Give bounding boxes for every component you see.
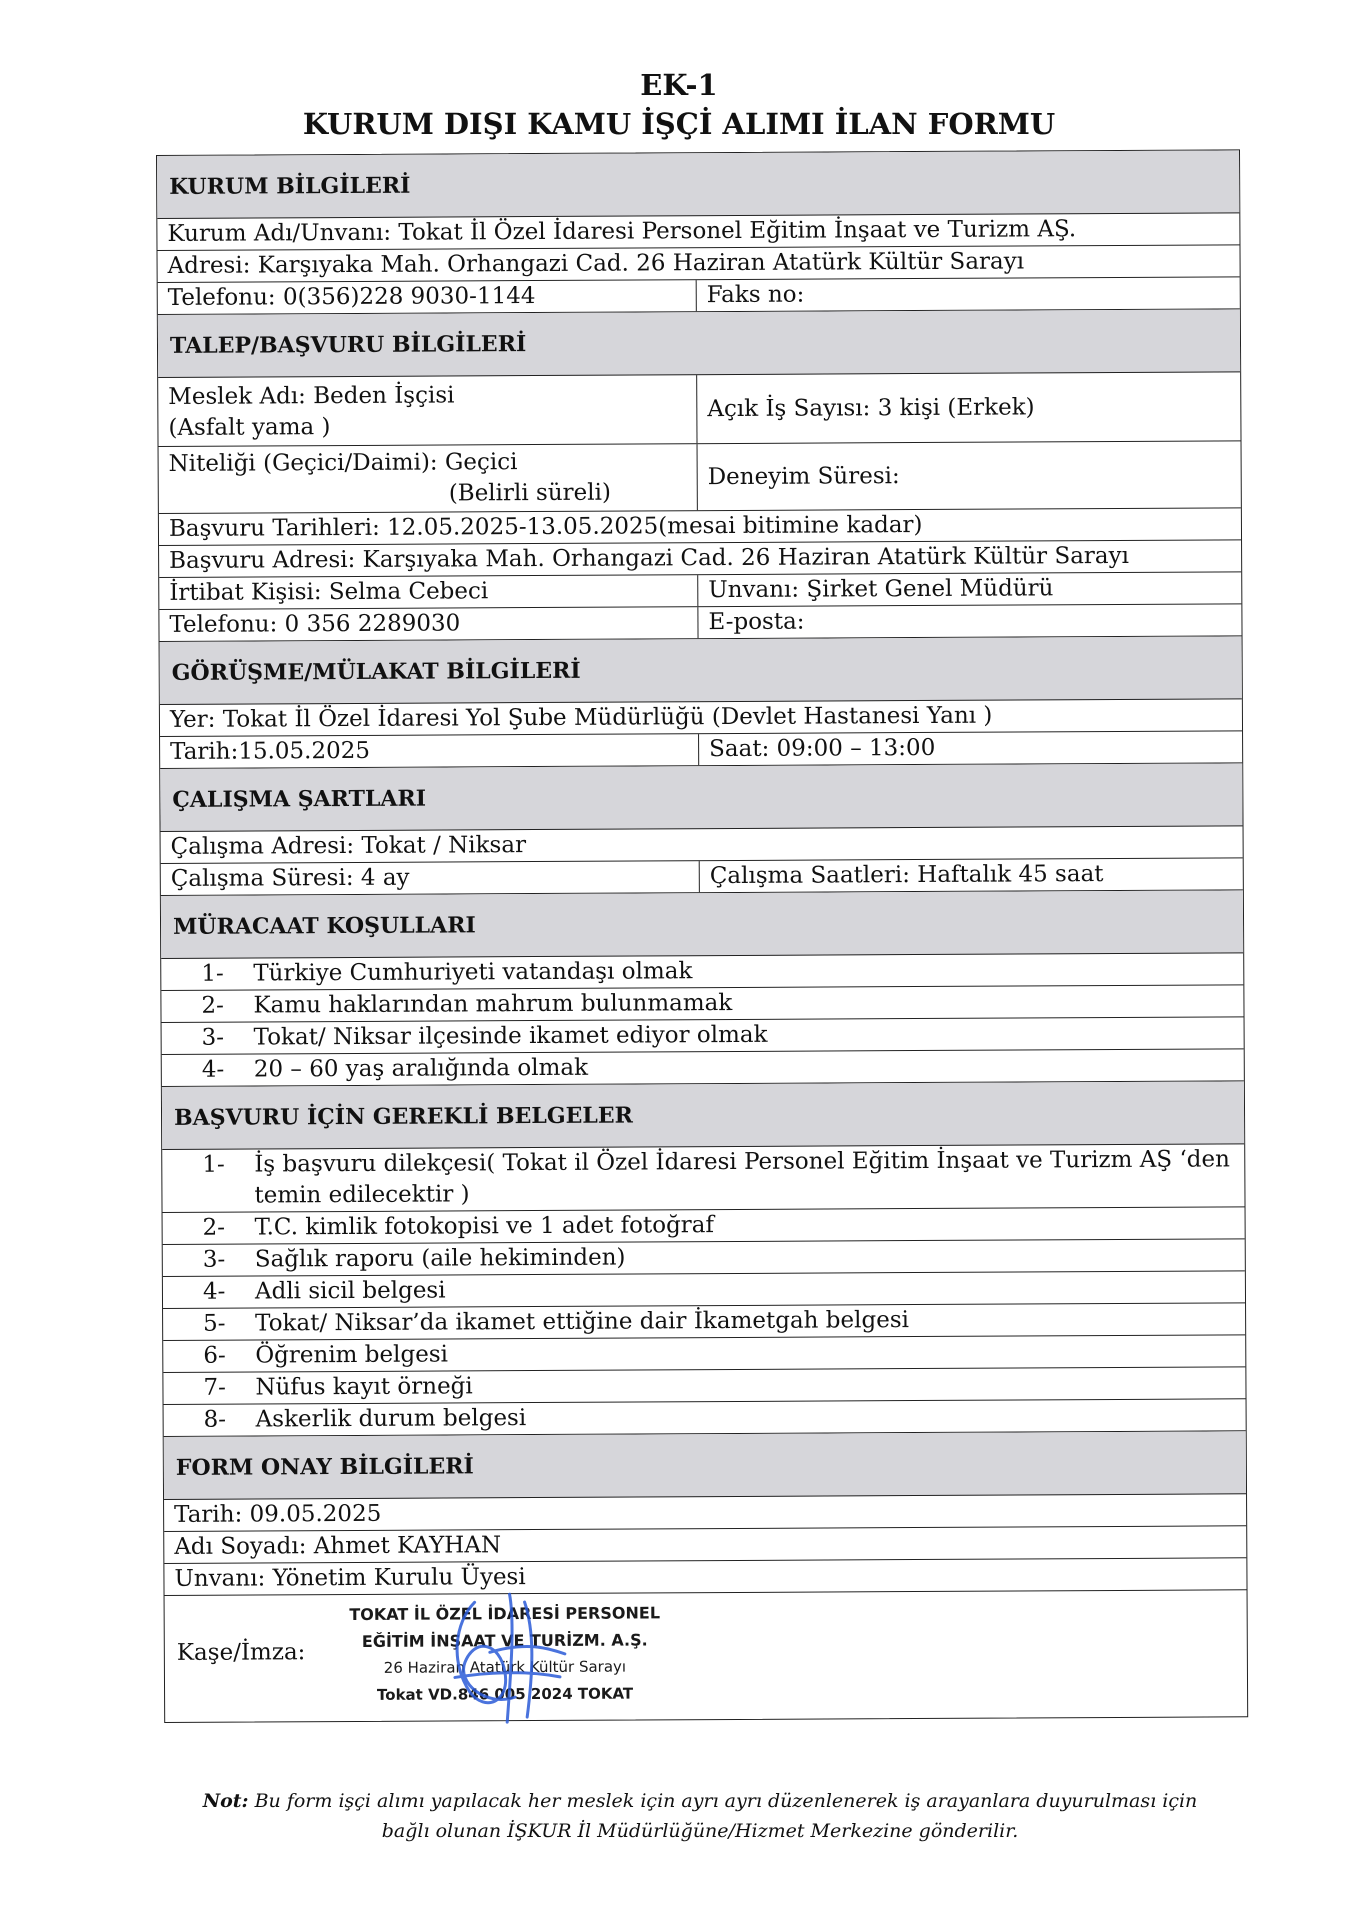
talep-eposta: E-posta: — [708, 608, 805, 636]
kurum-adres: Adresi: Karşıyaka Mah. Orhangazi Cad. 26 Haziran Atatürk Kültür Sarayı — [167, 248, 1025, 279]
kurum-faks: Faks no: — [706, 281, 805, 309]
item-text: 20 – 60 yaş aralığında olmak — [253, 1054, 589, 1083]
item-number: 4- — [201, 1056, 225, 1083]
item-text: Sağlık raporu (aile hekiminden) — [254, 1244, 626, 1273]
basvuru-tarihleri: Başvuru Tarihleri: 12.05.2025-13.05.2025(mesai bitimine kadar) — [168, 511, 923, 542]
item-number: 4- — [202, 1278, 226, 1305]
section-belgeler-title: BAŞVURU İÇİN GEREKLİ BELGELER — [162, 1081, 1244, 1150]
irtibat-kisisi: İrtibat Kişisi: Selma Cebeci — [159, 575, 698, 609]
section-calisma-title: ÇALIŞMA ŞARTLARI — [160, 763, 1242, 832]
nitelik-cell — [159, 444, 698, 513]
basvuru-adresi: Başvuru Adresi: Karşıyaka Mah. Orhangazi Cad. 26 Haziran Atatürk Kültür Sarayı — [169, 542, 1130, 574]
gorusme-tarih: Tarih:15.05.2025 — [160, 734, 699, 768]
meslek-adi: Meslek Adı: Beden İşçisi — [168, 382, 455, 410]
onay-tarih: Tarih: 09.05.2025 — [174, 1500, 382, 1528]
calisma-suresi: Çalışma Süresi: 4 ay — [161, 861, 700, 895]
gorusme-saat: Saat: 09:00 – 13:00 — [709, 734, 936, 763]
item-text: Nüfus kayıt örneği — [255, 1373, 473, 1401]
meslek-cell — [158, 375, 697, 446]
item-number: 3- — [202, 1246, 226, 1273]
item-text: Öğrenim belgesi — [255, 1341, 449, 1369]
item-number: 8- — [203, 1406, 227, 1433]
talep-telefon: Telefonu: 0 356 2289030 — [159, 607, 698, 641]
section-kurum-title: KURUM BİLGİLERİ — [157, 150, 1239, 219]
gorusme-yer: Yer: Tokat İl Özel İdaresi Yol Şube Müdürlüğü (Devlet Hastanesi Yanı ) — [169, 702, 993, 733]
section-muracaat-title: MÜRACAAT KOŞULLARI — [161, 890, 1243, 959]
item-number: 5- — [203, 1310, 226, 1337]
item-text: Tokat/ Niksar’da ikamet ettiğine dair İkametgah belgesi — [255, 1307, 910, 1337]
stamp-signature-area — [165, 1590, 1248, 1722]
item-text: İş başvuru dilekçesi( Tokat il Özel İdaresi Personel Eğitim İnşaat ve Turizm AŞ ‘den temin edilecektir ) — [254, 1146, 1230, 1209]
stamp-line: EĞİTİM İNŞAAT VE TURİZM. A.Ş. — [361, 1630, 648, 1651]
note-text: Bu form işçi alımı yapılacak her meslek için ayrı ayrı düzenlenerek iş arayanlara duyurulması için bağlı olunan İŞKUR İl Müdürlüğüne/Hizmet Merkezine gönderilir. — [254, 1790, 1198, 1842]
list-item — [162, 1144, 1244, 1213]
item-number: 6- — [203, 1342, 226, 1369]
onay-unvani: Unvanı: Yönetim Kurulu Üyesi — [174, 1564, 526, 1592]
stamp-line: 26 Haziran Atatürk Kültür Sarayı — [383, 1657, 627, 1677]
announcement-form — [156, 149, 1248, 1723]
calisma-saatleri: Çalışma Saatleri: Haftalık 45 saat — [709, 861, 1104, 890]
item-text: T.C. kimlik fotokopisi ve 1 adet fotoğraf — [254, 1212, 715, 1241]
item-number: 1- — [201, 960, 224, 987]
nitelik-detay: (Belirli süreli) — [448, 479, 611, 507]
stamp-line: Tokat VD.846 005 2024 TOKAT — [376, 1684, 634, 1704]
item-text: Adli sicil belgesi — [254, 1277, 446, 1305]
item-text: Tokat/ Niksar ilçesinde ikamet ediyor olmak — [253, 1021, 768, 1051]
acik-is-sayisi: Açık İş Sayısı: 3 kişi (Erkek) — [707, 393, 1035, 422]
section-talep-title: TALEP/BAŞVURU BİLGİLERİ — [158, 309, 1240, 378]
item-number: 2- — [201, 992, 224, 1019]
section-onay-title: FORM ONAY BİLGİLERİ — [164, 1431, 1246, 1500]
footer-note — [180, 1786, 1220, 1846]
item-text: Türkiye Cumhuriyeti vatandaşı olmak — [253, 958, 693, 987]
stamp-line: TOKAT İL ÖZEL İDARESİ PERSONEL — [349, 1603, 661, 1625]
kurum-adi: Kurum Adı/Unvanı: Tokat İl Özel İdaresi Personel Eğitim İnşaat ve Turizm AŞ. — [167, 216, 1077, 247]
kurum-telefon: Telefonu: 0(356)228 9030-1144 — [158, 280, 697, 314]
handwritten-signature — [414, 1582, 575, 1733]
kase-imza-label: Kaşe/İmza: — [176, 1639, 306, 1666]
item-number: 7- — [203, 1374, 226, 1401]
note-label: Not: — [202, 1790, 249, 1812]
item-text: Kamu haklarından mahrum bulunmamak — [253, 989, 733, 1019]
meslek-detay: (Asfalt yama ) — [168, 414, 331, 441]
section-gorusme-title: GÖRÜŞME/MÜLAKAT BİLGİLERİ — [160, 636, 1242, 705]
irtibat-unvani: Unvanı: Şirket Genel Müdürü — [708, 575, 1054, 604]
annex-label: EK-1 — [640, 68, 718, 102]
row-meslek — [158, 372, 1240, 447]
item-number: 2- — [202, 1214, 226, 1241]
item-number: 3- — [201, 1024, 225, 1051]
form-header — [0, 66, 1358, 144]
belgeler-list — [162, 1144, 1245, 1437]
form-title: KURUM DIŞI KAMU İŞÇİ ALIMI İLAN FORMU — [302, 107, 1056, 141]
row-nitelik — [159, 441, 1241, 514]
deneyim-suresi: Deneyim Süresi: — [707, 462, 900, 490]
nitelik: Niteliği (Geçici/Daimi): Geçici — [168, 449, 518, 477]
item-text: Askerlik durum belgesi — [255, 1405, 527, 1433]
muracaat-list — [161, 953, 1244, 1087]
onay-adi-soyadi: Adı Soyadı: Ahmet KAYHAN — [174, 1532, 502, 1560]
item-number: 1- — [202, 1151, 225, 1178]
calisma-adresi: Çalışma Adresi: Tokat / Niksar — [170, 832, 527, 860]
